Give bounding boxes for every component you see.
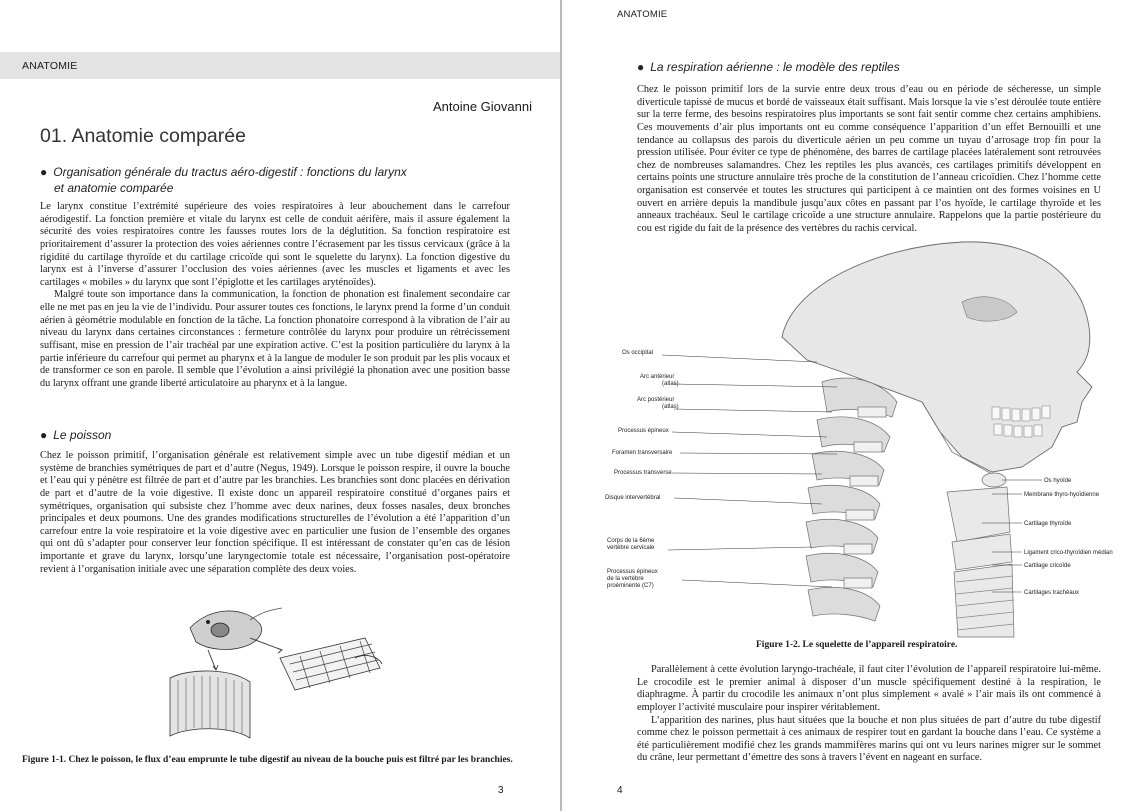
figure-label: Corps de la 6ème <box>607 538 655 544</box>
figure-label: Foramen transversaire <box>612 450 673 456</box>
paragraph: Chez le poisson primitif lors de la survie entre deux trous d’eau ou en période de sécheresse, un simple diverticule tapissé de mucus et bordé de vaisseaux était suffisant. Mais lorsque la vie s’est déroulée toute entière sur la terre ferme, des besoins respiratoires plus importants se sont fait sentir comme chez certains amphibiens. Ces mouvements d’air plus importants ont eu comme conséquence l’apparition d’un effet Bernouilli et une tendance au collapsus des parois du diverticule aérien un peu comme un tuyau d’arrosage trop fin pour la pression utilisée. Pour éviter ce type de phénomène, des barres de cartilage placées latéralement sont retrouvées chez de nombreuses salamandres. Chez les reptiles les plus avancés, ces cartilages primitifs développent en certains points une structure annulaire très proche de la constitution de l’anneau cricoïdien. Chez l’homme cette organisation est conservée et toutes les structures qui participent à ce maintien ont des formes voisines en U ouvert en arrière depuis la mandibule jusqu’aux côtes en passant par l’os hyoïde, le cartilage thyroïde et les anneaux trachéaux. Seul le cartilage cricoïde a une structure annulaire. Rappelons que la partie postérieure du cou est rigide du fait de la présence des vertèbres du rachis cervical. <box>637 84 1101 234</box>
figure-label: Membrane thyro-hyoïdienne <box>1024 492 1100 498</box>
figure-label: Ligament crico-thyroïdien médian <box>1024 550 1113 556</box>
fish-head-drawing <box>190 608 282 649</box>
gill-arches-drawing <box>170 671 250 738</box>
figure-labels-left <box>605 350 679 589</box>
respiratory-skeleton-illustration <box>605 242 1113 637</box>
chapter-title: 01. Anatomie comparée <box>40 125 246 147</box>
page-number: 4 <box>617 785 623 796</box>
bullet-icon: ● <box>637 60 645 74</box>
bullet-icon: ● <box>40 165 48 179</box>
figure-label: Cartilage thyroïde <box>1024 521 1072 527</box>
larynx-trachea-drawing <box>947 473 1014 637</box>
paragraph: Parallèlement à cette évolution laryngo-trachéale, il faut citer l’évolution de l’appareil respiratoire lui-même. Le crocodile est le premier animal à disposer d’un muscle spécifiquement destiné à la respiration, le diaphragme. À partir du crocodile les animaux n’ont plus simplement « avalé » l’air mais ils ont commencé à employer l’activité musculaire pour inspirer véritablement. <box>637 664 1101 713</box>
section-body-poisson <box>40 450 510 576</box>
section-heading-text: Le poisson <box>53 428 112 442</box>
running-head: ANATOMIE <box>617 9 668 20</box>
section-heading-line2: et anatomie comparée <box>54 180 174 195</box>
figure-label: Disque intervertébral <box>605 495 661 501</box>
figure-label: de la vertèbre <box>607 576 644 582</box>
section-heading-poisson <box>40 428 510 444</box>
figure-label: Processus épineux <box>618 428 669 434</box>
section-heading-organisation <box>40 165 510 196</box>
gill-filaments-drawing <box>280 638 382 690</box>
figure-caption: Figure 1-1. Chez le poisson, le flux d’eau emprunte le tube digestif au niveau de la bouche puis est filtré par les branchies. <box>22 755 513 765</box>
figure-label: Processus transverse <box>614 470 672 476</box>
cervical-spine-drawing <box>806 378 897 621</box>
section-heading-line1: Organisation générale du tractus aéro-digestif : fonctions du larynx <box>53 165 407 179</box>
figure-label: Os hyoïde <box>1044 478 1072 484</box>
section-body-reptiles <box>637 84 1101 236</box>
author-name: Antoine Giovanni <box>432 99 532 114</box>
fish-gills-illustration <box>150 598 390 748</box>
right-page <box>562 0 1121 811</box>
figure-label: (atlas) <box>662 404 679 410</box>
running-head: ANATOMIE <box>22 60 78 72</box>
figure-caption: Figure 1-2. Le squelette de l’appareil respiratoire. <box>756 640 958 650</box>
figure-label: (atlas) <box>662 381 679 387</box>
paragraph: Chez le poisson primitif, l’organisation générale est relativement simple avec un tube digestif médian et un système de branchies symétriques de part et d’autre (Negus, 1949). Lorsque le poisson respire, il ouvre la bouche et l’eau qui y pénètre est filtrée de part et d’autre par les branchies. Les branchies sont donc placées en dérivation de part et d’autre de la voie digestive. Il existe donc un appareil respiratoire constitué d’organes pairs et symétriques, organisation qui subsiste chez l’homme avec deux narines, deux fosses nasales, deux bronches principales et deux poumons. Une des grandes modifications structurelles de l’évolution a été l’apparition d’un carrefour entre la voie respiratoire et la voie digestive avec en particulier une fusion de l’ensemble des organes qui ont dû s’adapter pour conserver leur fonction spécifique. Il est intéressant de constater qu’en cas de lésion importante et grave du larynx, lorsqu’une laryngectomie totale est nécessaire, l’organisation post-opératoire revient à l’organisation initiale avec une séparation complète des deux voies. <box>40 450 510 575</box>
figure-label: Cartilage cricoïde <box>1024 563 1071 569</box>
bullet-icon: ● <box>40 428 48 442</box>
figure-label: Arc postérieur <box>637 397 675 403</box>
figure-label: Processus épineux <box>607 569 658 575</box>
figure-label: Os occipital <box>622 350 654 356</box>
running-head-band <box>0 52 560 79</box>
section-body-organisation <box>40 201 510 390</box>
figure-label: vertèbre cervicale <box>607 545 655 551</box>
page-number: 3 <box>498 785 504 796</box>
left-page <box>0 0 560 811</box>
figure-label: proéminente (C7) <box>607 583 654 589</box>
figure-labels-right <box>1024 478 1113 596</box>
section-heading-reptiles <box>637 60 1097 76</box>
section-heading-text: La respiration aérienne : le modèle des reptiles <box>650 60 900 74</box>
paragraph: Le larynx constitue l’extrémité supérieure des voies respiratoires à leur abouchement dans le carrefour aérodigestif. La fonction première et vitale du larynx est celle de conduit aérifère, mais il assure également la sécurité des voies respiratoires contre les fausses routes lors de la déglutition. Sa fonction respiratoire est prioritairement d’assurer la protection des voies aériennes contre l’écrasement par les tissus cervicaux (grâce à la rigidité du cartilage thyroïde et du cartilage cricoïde qui sont le squelette du larynx). La fonction digestive du larynx est à l’inverse d’assurer l’occlusion des voies aériennes (avec les muscles et ligaments et avec les cartilages « mobiles » du larynx que sont l’épiglotte et les cartilages aryténoïdes). <box>40 201 510 288</box>
closing-section-body <box>637 664 1101 765</box>
paragraph: L’apparition des narines, plus haut situées que la bouche et non plus situées de part d’autre du tube digestif comme chez le poisson permettait à ces animaux de respirer tout en gardant la bouche dans l’eau. Ce système a été particulièrement modifié chez les grands mammifères marins qui ont vu leurs narines migrer sur le sommet du crâne, leur permettant d’émettre des sons à travers l’évent en nageant en surface. <box>637 714 1101 764</box>
figure-label: Cartilages trachéaux <box>1024 590 1080 596</box>
figure-label: Arc antérieur <box>640 374 675 380</box>
paragraph: Malgré toute son importance dans la communication, la fonction de phonation est finalement secondaire car elle ne met pas en jeu la vie de l’individu. Pour assurer toutes ces fonctions, le larynx prend la forme d’un conduit aérien à géométrie modulable en fonction de la tâche. La fonction phonatoire correspond à la vibration de l’air au niveau du larynx dans certaines circonstances : fermeture contrôlée du larynx pour produire un rétrécissement suffisant, mise en pression de l’air trachéal par une expiration active. C’est la position particulière du larynx à la partie inférieure du carrefour qui permet au pharynx et à la langue de moduler le son produit par les plis vocaux et de transformer ce son en parole. Il semble que l’évolution a ainsi privilégié la phonation avec une position basse du larynx offrant une grande liberté articulatoire au pharynx et à la langue. <box>40 289 510 389</box>
